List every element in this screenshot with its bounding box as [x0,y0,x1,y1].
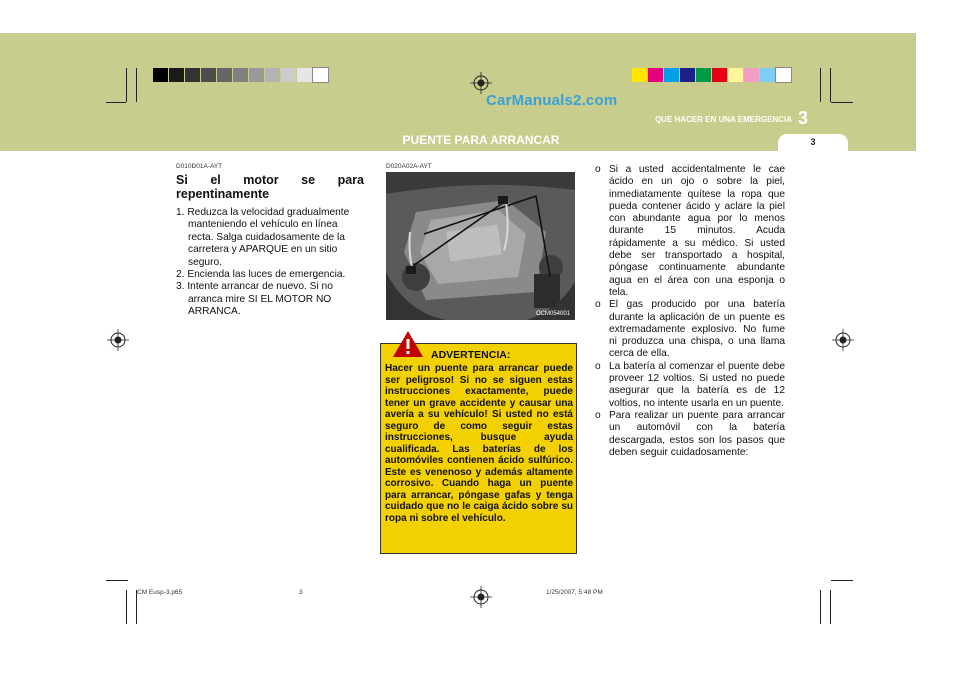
bullet-text: Si a usted accidentalmente le cae ácido en un ojo o sobre la piel, inmediatamente quítese la ropa que pueda contener ácido y aclare la piel con abundante agua por lo menos durante 15 minutos. Acuda rápidamente a su médico. Si usted debe ser transportado a hospital, póngase continuamente abundante agua en el área con una esponja o tela. [609,164,785,298]
list-item [595,361,785,410]
color-swatch [648,68,663,82]
watermark[interactable]: CarManuals2.com [486,92,618,109]
registration-mark-icon [470,72,492,94]
footer-file: CM Eusp-3.p65 [137,589,183,596]
engine-bay-illustration [386,172,575,320]
warning-box [380,343,577,554]
warning-text: Hacer un puente para arrancar puede ser peligroso! Si no se siguen estas instrucciones exactamente, puede tener un grave accidente y causar una avería a su vehículo! Si usted no está seguro de como seguir estas instrucciones, busque ayuda cualificada. Las baterías de los automóviles contienen ácido sulfúrico. Este es venenoso y además altamente corrosivo. Cuando haga un puente para arrancar, póngase gafas y tenga cuidado que no le caiga ácido sobre su ropa ni sobre el vehículo. [385,363,573,524]
section-code: D010D01A-AYT [176,163,223,170]
color-swatch [265,68,280,82]
color-swatch [233,68,248,82]
bullet-text: Para realizar un puente para arrancar un automóvil con la batería descargada, estos son los pasos que deben seguir cuidadosamente: [609,409,785,458]
list-item: 1. Reduzca la velocidad gradualmente manteniendo el vehículo en línea recta. Salga cuidadosamente de la carretera y APARQUE en un sitio seguro. [176,207,350,268]
bullet-text: El gas producido por una batería durante la aplicación de un puente es extremadamente explosivo. No fume ni produzca una chispa, o una llama cerca de ella. [609,299,785,360]
color-swatch [696,68,711,82]
footer-page: 3 [299,589,303,596]
heading-line-1: Si el motor se para [176,173,364,187]
color-swatch [760,68,775,82]
bullet-marker: o [595,299,601,311]
color-swatch [712,68,727,82]
color-swatch [776,68,791,82]
color-swatch [728,68,743,82]
battery-safety-section [595,164,785,459]
engine-bay-photo [386,172,575,320]
color-swatch [217,68,232,82]
bullet-marker: o [595,409,601,421]
footer-timestamp: 1/25/2007, 5:48 PM [546,589,603,596]
section-heading [176,173,364,201]
page-number-tab [778,134,848,151]
steps-list [176,207,364,319]
bullet-marker: o [595,360,601,372]
bullet-text: La batería al comenzar el puente debe proveer 12 voltios. Si usted no puede asegurar que la batería es de 12 voltios, no intente usarla en un puente. [609,360,785,409]
warning-title: ADVERTENCIA: [431,349,511,361]
list-item [595,410,785,459]
list-item [595,299,785,360]
registration-mark-icon [832,329,854,351]
page-section-tab: PUENTE PARA ARRANCAR [384,129,578,151]
list-item: 3. Intente arrancar de nuevo. Si no arranca mire SI EL MOTOR NO ARRANCA. [176,281,333,318]
color-swatch [680,68,695,82]
safety-bullets [595,164,785,459]
chapter-number: 3 [797,108,808,128]
section-title: QUE HACER EN UNA EMERGENCIA [654,115,792,124]
color-swatch [632,68,647,82]
color-swatches [632,68,792,82]
color-swatch [169,68,184,82]
photo-code: D020A02A-AYT [386,163,432,170]
registration-mark-icon [470,586,492,608]
photo-caption: OCM054001 [536,311,571,317]
color-swatch [185,68,200,82]
registration-mark-icon [107,329,129,351]
color-swatch [153,68,168,82]
exclamation-triangle-icon [392,330,424,358]
color-swatch [744,68,759,82]
color-swatch [313,68,328,82]
heading-line-2: repentinamente [176,187,270,201]
color-swatch [281,68,296,82]
page-number: 3 [810,137,816,147]
list-item: 2. Encienda las luces de emergencia. [176,269,346,281]
color-swatch [664,68,679,82]
list-item [595,164,785,299]
color-swatch [249,68,264,82]
bullet-marker: o [595,164,601,175]
color-swatch [201,68,216,82]
engine-stop-section [176,163,364,319]
color-swatch [297,68,312,82]
grayscale-swatches [153,68,329,82]
